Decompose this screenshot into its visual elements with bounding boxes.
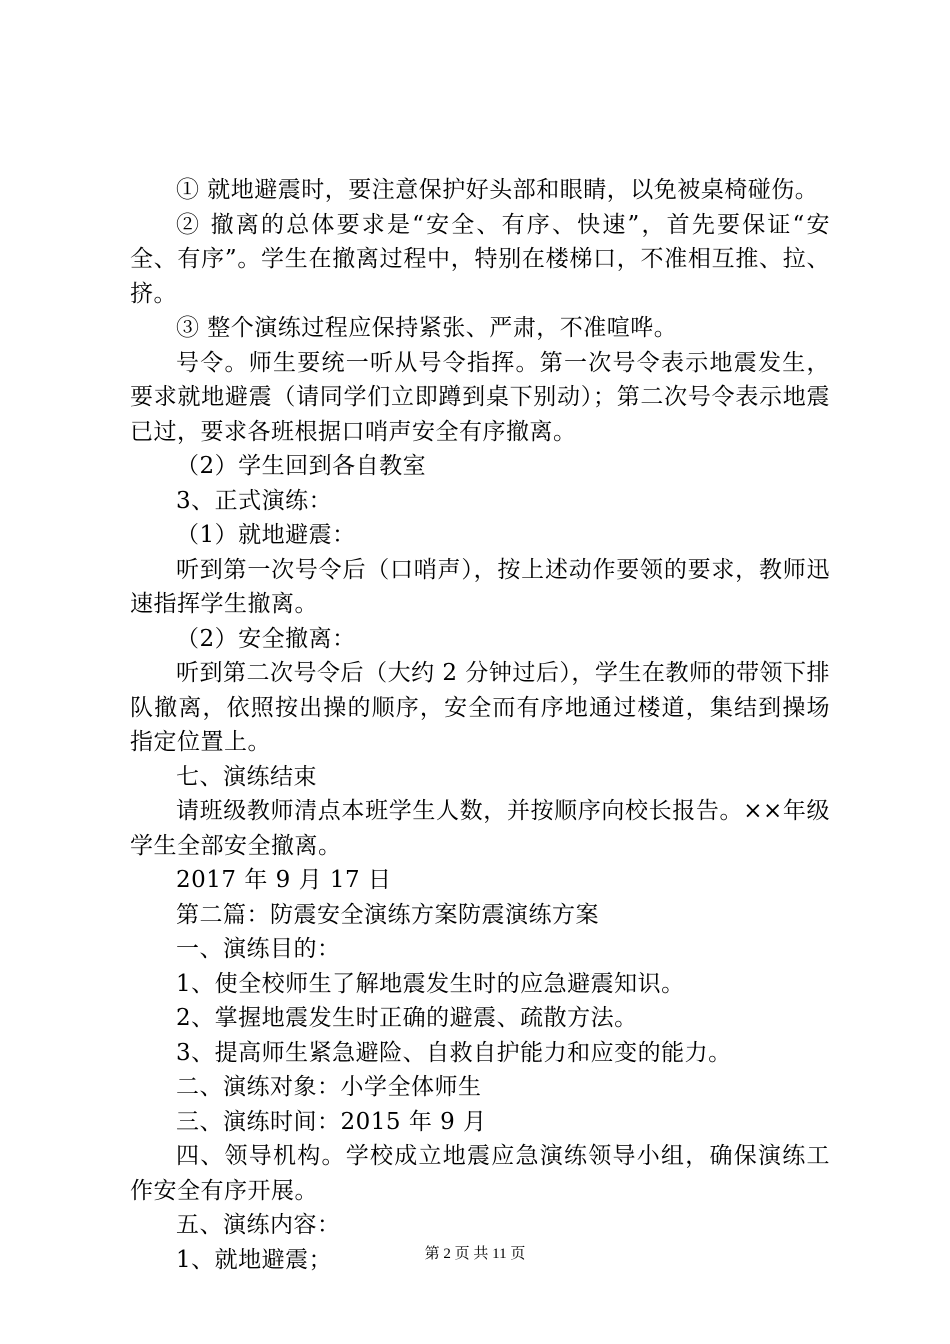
paragraph: （1）就地避震： — [176, 522, 356, 548]
paragraph: 听到第一次号令后（口哨声），按上述动作要领的要求，教师迅速指挥学生撤离。 — [130, 556, 830, 617]
paragraph: 四、领导机构。学校成立地震应急演练领导小组，确保演练工作安全有序开展。 — [130, 1143, 830, 1204]
list-item: 1、使全校师生了解地震发生时的应急避震知识。 — [176, 970, 685, 997]
paragraph: 请班级教师清点本班学生人数，并按顺序向校长报告。××年级学生全部安全撤离。 — [130, 798, 830, 859]
paragraph: （2）安全撤离： — [176, 625, 356, 652]
section-heading: 五、演练内容： — [176, 1212, 341, 1238]
list-item: 1、就地避震； — [176, 1246, 333, 1273]
section-heading: 七、演练结束 — [176, 763, 317, 790]
list-item: 3、提高师生紧急避险、自救自护能力和应变的能力。 — [176, 1039, 732, 1066]
section-heading: 一、演练目的： — [176, 936, 341, 962]
chapter-title: 第二篇：防震安全演练方案防震演练方案 — [176, 901, 599, 928]
section-heading: 二、演练对象：小学全体师生 — [176, 1074, 482, 1100]
paragraph: ③ 整个演练过程应保持紧张、严肃，不准喧哗。 — [176, 315, 678, 341]
date-line: 2017 年 9 月 17 日 — [176, 867, 392, 893]
document-body — [130, 173, 830, 1277]
paragraph: 3、正式演练： — [176, 487, 333, 514]
paragraph: 号令。师生要统一听从号令指挥。第一次号令表示地震发生，要求就地避震（请同学们立即蹲到桌下别动）；第二次号令表示地震已过，要求各班根据口哨声安全有序撤离。 — [130, 349, 830, 445]
list-item: 2、掌握地震发生时正确的避震、疏散方法。 — [176, 1005, 638, 1031]
paragraph: ① 就地避震时，要注意保护好头部和眼睛，以免被桌椅碰伤。 — [176, 177, 819, 203]
section-heading: 三、演练时间：2015 年 9 月 — [176, 1108, 487, 1135]
paragraph: 听到第二次号令后（大约 2 分钟过后），学生在教师的带领下排队撤离，依照按出操的顺序，安全而有序地通过楼道，集结到操场指定位置上。 — [130, 660, 830, 755]
page-number: 第 2 页 共 11 页 — [424, 1246, 526, 1262]
page-footer — [0, 1244, 950, 1264]
paragraph: （2）学生回到各自教室 — [176, 453, 427, 479]
paragraph: ② 撤离的总体要求是“安全、有序、快速”，首先要保证“安全、有序”。学生在撤离过程中，特别在楼梯口，不准相互推、拉、挤。 — [130, 211, 830, 307]
